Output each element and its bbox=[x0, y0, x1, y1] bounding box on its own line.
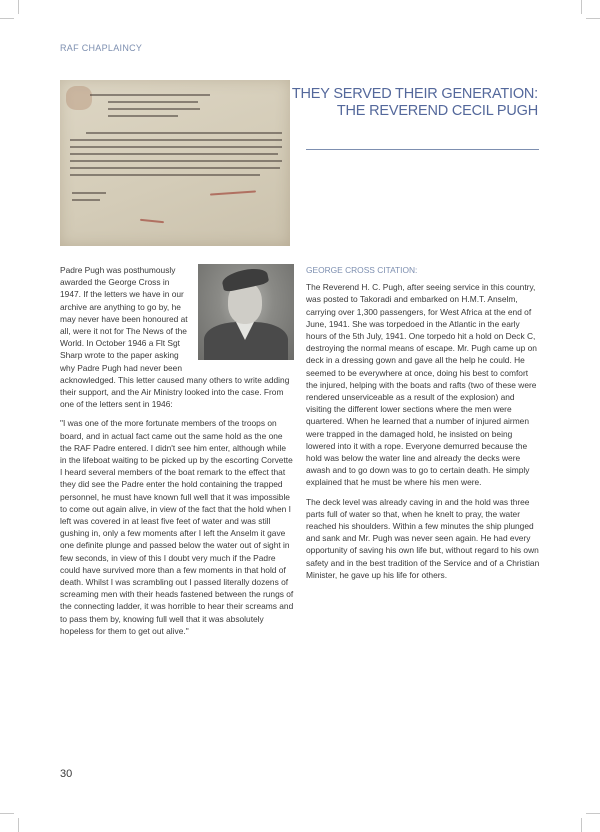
title-divider bbox=[306, 149, 539, 150]
letter-line bbox=[70, 146, 282, 148]
letter-line bbox=[70, 174, 260, 176]
letter-quote: "I was one of the more fortunate members of the troops on board, and in actual fact came out the same hold as the one the RAF Padre entered. I didn't see him enter, although while in the lifeboat waiting to be picked up by the escorting Corvette I heard several members of the boat remark to the effect that they did see the Padre enter the hold containing the trapped personnel, he must have known full well that it was impossible to come out again alive, in view of the fact that the hold when I left was covered in at least five feet of water and was still gushing in, only a few moments after I left the Anselm it gave one definite plunge and passed below the water out of sight in few seconds, in view of this I doubt very much if the Padre could have survived more than a few moments in that hold of death. Whilst I was scrambling out I passed literally dozens of screaming men with their heads fastened between the rungs of the connecting ladder, it was horrible to hear their screams and to pass them by, knowing full well that it was absolutely hopeless for them to get out alive." bbox=[60, 418, 294, 636]
crop-mark bbox=[0, 813, 14, 814]
letter-line bbox=[70, 153, 278, 155]
letter-line bbox=[108, 115, 178, 117]
padre-portrait-photo bbox=[198, 264, 294, 360]
signature-mark bbox=[210, 190, 256, 195]
typed-letter-image bbox=[60, 80, 290, 246]
crop-mark bbox=[581, 0, 582, 14]
letter-line bbox=[72, 199, 100, 201]
citation-heading: GEORGE CROSS CITATION: bbox=[306, 265, 418, 275]
letter-line bbox=[70, 160, 282, 162]
crop-mark bbox=[586, 18, 600, 19]
letter-line bbox=[70, 139, 282, 141]
left-column bbox=[60, 264, 294, 644]
citation-paragraph-1: The Reverend H. C. Pugh, after seeing service in this country, was posted to Takoradi and embarked on H.M.T. Anselm, carrying over 1,300 passengers, for West Africa at the end of June, 1941. She was torpedoed in the Atlantic in the early hours of the 5th July, 1941. One torpedo hit a hold on Deck C, destroying the normal means of escape. Mr. Pugh came up on deck in a dressing gown and gave all the help he could. He seemed to be everywhere at once, doing his best to comfort the injured, helping with the boats and rafts (two of these were rendered unserviceable as a result of the explosion) and visiting the different lower sections where the men were quartered. When he learned that a number of injured airmen were trapped in the damaged hold, he insisted on being lowered into it with a rope. Everyone demurred because the hold was below the water line and already the decks were awash and to go down was to go to certain death. He simply explained that he must be where his men were. bbox=[306, 282, 537, 488]
crop-mark bbox=[581, 818, 582, 832]
intro-paragraph: Padre Pugh was posthumously awarded the George Cross in 1947. If the letters we have in our archive are anything to go by, he may never have been honoured at all, were it not for The News of the World. In October 1946 a Flt Sgt Sharp wrote to the paper asking why Padre Pugh had never been acknowledged. This letter caused many others to write adding their support, and the Air Ministry looked into the case. From one of the letters sent in 1946: bbox=[60, 265, 290, 410]
letter-line bbox=[86, 132, 282, 134]
letter-line bbox=[72, 192, 106, 194]
letter-line bbox=[108, 101, 198, 103]
title-line-2: THE REVEREND CECIL PUGH bbox=[336, 103, 538, 119]
letter-stamp bbox=[66, 86, 92, 110]
citation-paragraph-2: The deck level was already caving in and the hold was three parts full of water so that, when he knelt to pray, the water reached his shoulders. Within a few minutes the ship plunged and sank and Mr. Pugh was never seen again. He had every opportunity of saving his own life but, without regard to his own safety and in the best tradition of the Service and of a Christian Minister, he gave up his life for others. bbox=[306, 496, 540, 580]
page-number: 30 bbox=[60, 768, 73, 780]
letter-line bbox=[70, 167, 280, 169]
letter-line bbox=[108, 108, 200, 110]
title-line-1: THEY SERVED THEIR GENERATION: bbox=[291, 86, 538, 102]
crop-mark bbox=[586, 813, 600, 814]
handwritten-mark bbox=[140, 219, 164, 223]
crop-mark bbox=[18, 818, 19, 832]
article-title bbox=[292, 86, 538, 120]
letter-line bbox=[90, 94, 210, 96]
crop-mark bbox=[18, 0, 19, 14]
right-column bbox=[306, 264, 540, 588]
section-label: RAF CHAPLAINCY bbox=[60, 43, 143, 53]
crop-mark bbox=[0, 18, 14, 19]
